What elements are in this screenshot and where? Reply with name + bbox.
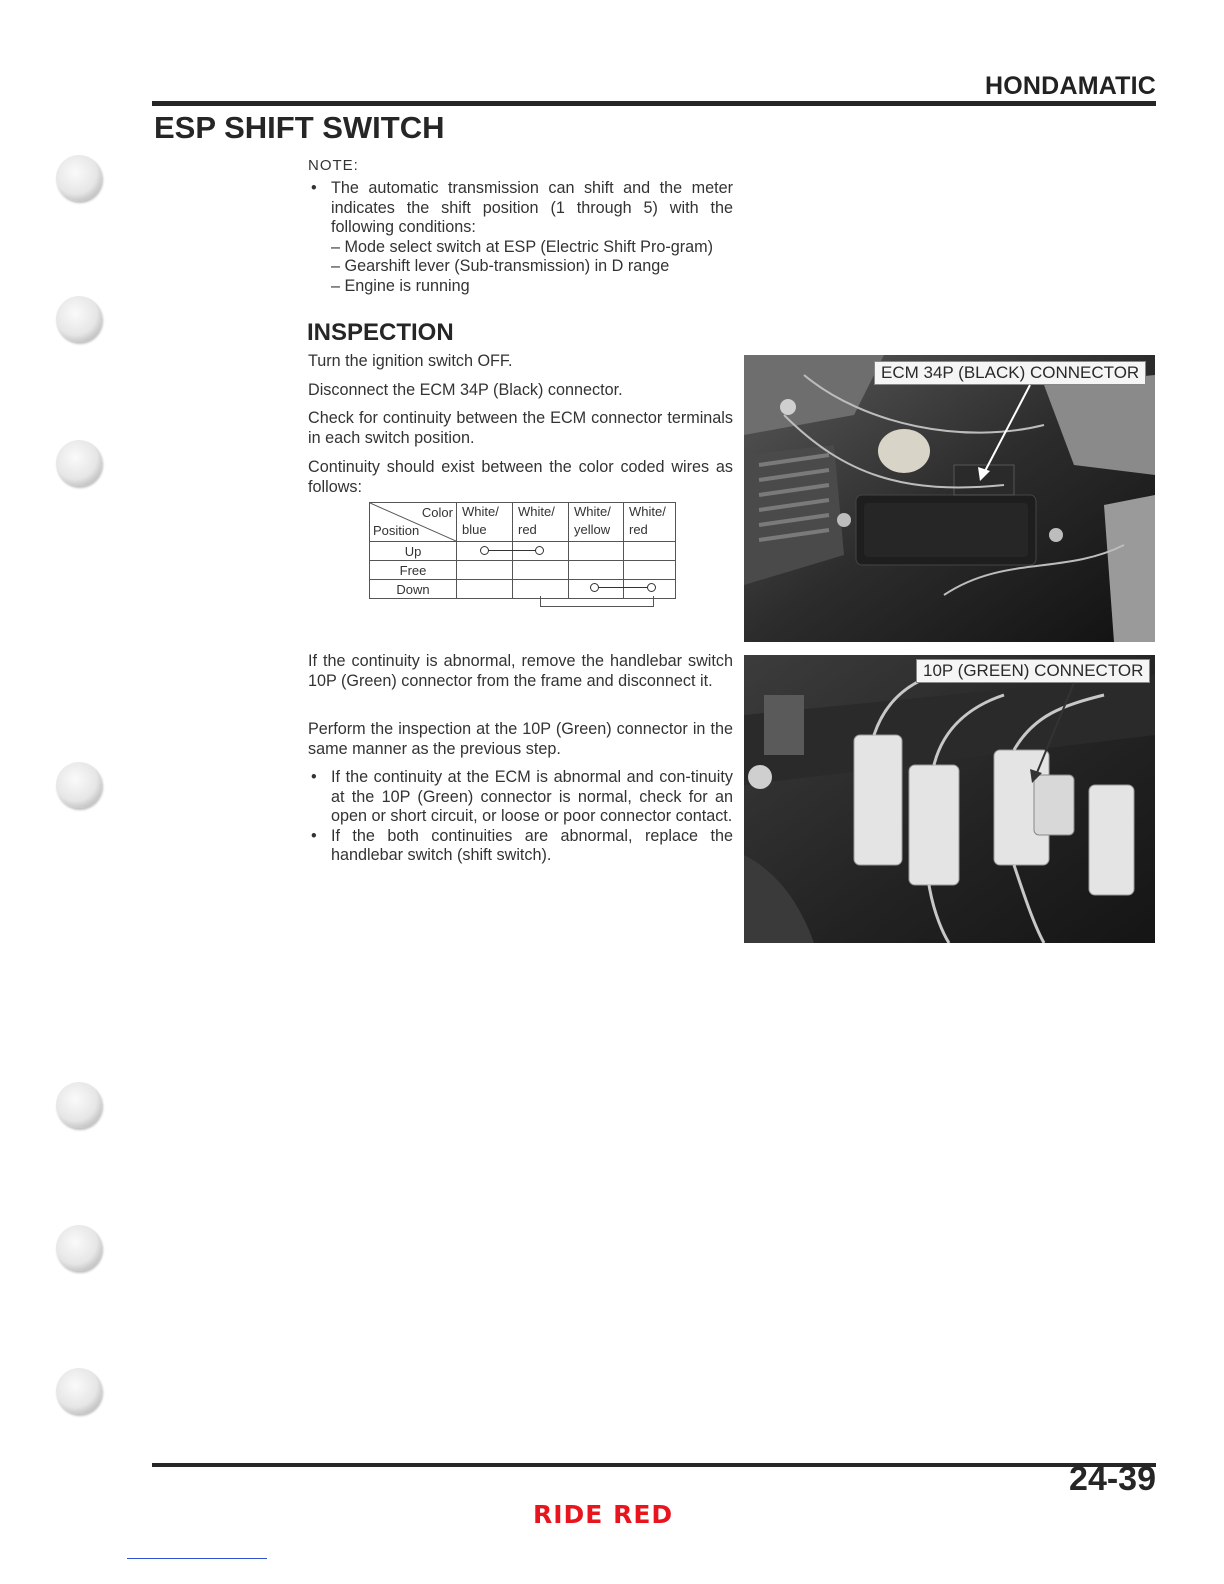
note-bullet — [308, 179, 733, 296]
green-connector-callout: 10P (GREEN) CONNECTOR — [916, 659, 1150, 683]
condition-item: – Engine is running — [331, 276, 470, 295]
corner-position-label: Position — [373, 523, 420, 538]
footer-link-underline — [127, 1558, 267, 1559]
table-cell — [569, 542, 624, 561]
page-title: ESP SHIFT SWITCH — [154, 110, 445, 145]
result-item: • If the both continuities are abnormal, replace the handlebar switch (shift switch). — [308, 827, 733, 866]
ecm-connector-callout: ECM 34P (BLACK) CONNECTOR — [874, 361, 1146, 385]
table-corner-cell — [370, 503, 457, 542]
row-label: Free — [370, 561, 457, 580]
table-cell — [624, 542, 676, 561]
result-item: • If the continuity at the ECM is abnormal and con-tinuity at the 10P (Green) connector is normal, check for an open or short circuit, or loose or poor connector contact. — [308, 768, 733, 827]
green-connector-step: Perform the inspection at the 10P (Green) connector in the same manner as the previous step. — [308, 720, 733, 758]
binder-hole-2 — [56, 296, 102, 342]
binder-hole-7 — [56, 1368, 102, 1414]
binder-hole-1 — [56, 155, 102, 201]
footer-brand-logo: RIDE RED — [533, 1500, 674, 1529]
footer-rule — [152, 1463, 1156, 1467]
wire-bracket — [540, 596, 654, 607]
table-row — [370, 542, 676, 561]
page-number: 24-39 — [1069, 1460, 1156, 1498]
condition-list — [331, 238, 733, 297]
note-list — [308, 179, 733, 296]
table-cell — [513, 561, 569, 580]
binder-hole-3 — [56, 440, 102, 486]
section-name: HONDAMATIC — [985, 72, 1156, 100]
continuity-terminal-up-b — [535, 546, 544, 555]
condition-item: – Gearshift lever (Sub-transmission) in D range — [331, 257, 670, 275]
inspection-heading: INSPECTION — [307, 319, 454, 346]
note-label: NOTE: — [308, 157, 359, 174]
table-cell — [457, 561, 513, 580]
binder-hole-4 — [56, 762, 102, 808]
note-bullet-text: The automatic transmission can shift and the meter indicates the shift position (1 through 5) with the following conditions: — [331, 179, 733, 236]
table-row — [370, 561, 676, 580]
table-cell — [569, 561, 624, 580]
continuity-terminal-up-a — [480, 546, 489, 555]
continuity-line-up — [484, 550, 538, 551]
inspection-step-2: Disconnect the ECM 34P (Black) connector. — [308, 381, 623, 399]
row-label: Up — [370, 542, 457, 561]
inspection-step-3: Check for continuity between the ECM connector terminals in each switch position. — [308, 409, 733, 447]
ecm-connector-photo — [744, 355, 1155, 642]
condition-item: – Mode select switch at ESP (Electric Shift Pro-gram) — [331, 237, 714, 256]
header-rule — [152, 101, 1156, 106]
continuity-terminal-down-a — [590, 583, 599, 592]
column-header: White/ red — [624, 503, 676, 542]
binder-hole-6 — [56, 1225, 102, 1271]
column-header: White/ yellow — [569, 503, 624, 542]
continuity-line-down — [594, 587, 650, 588]
column-header: White/ blue — [457, 503, 513, 542]
ecm-callout-arrow — [744, 355, 1155, 642]
table-cell — [624, 561, 676, 580]
column-header: White/ red — [513, 503, 569, 542]
table-cell — [457, 580, 513, 599]
continuity-terminal-down-b — [647, 583, 656, 592]
binder-hole-5 — [56, 1082, 102, 1128]
inspection-step-1: Turn the ignition switch OFF. — [308, 352, 513, 370]
inspection-step-4: Continuity should exist between the color coded wires as follows: — [308, 458, 733, 496]
green-connector-photo — [744, 655, 1155, 943]
abnormal-step: If the continuity is abnormal, remove the handlebar switch 10P (Green) connector from the frame and disconnect it. — [308, 652, 733, 690]
corner-color-label: Color — [421, 505, 453, 520]
row-label: Down — [370, 580, 457, 599]
green-callout-arrow — [744, 655, 1155, 943]
result-list — [308, 768, 733, 866]
